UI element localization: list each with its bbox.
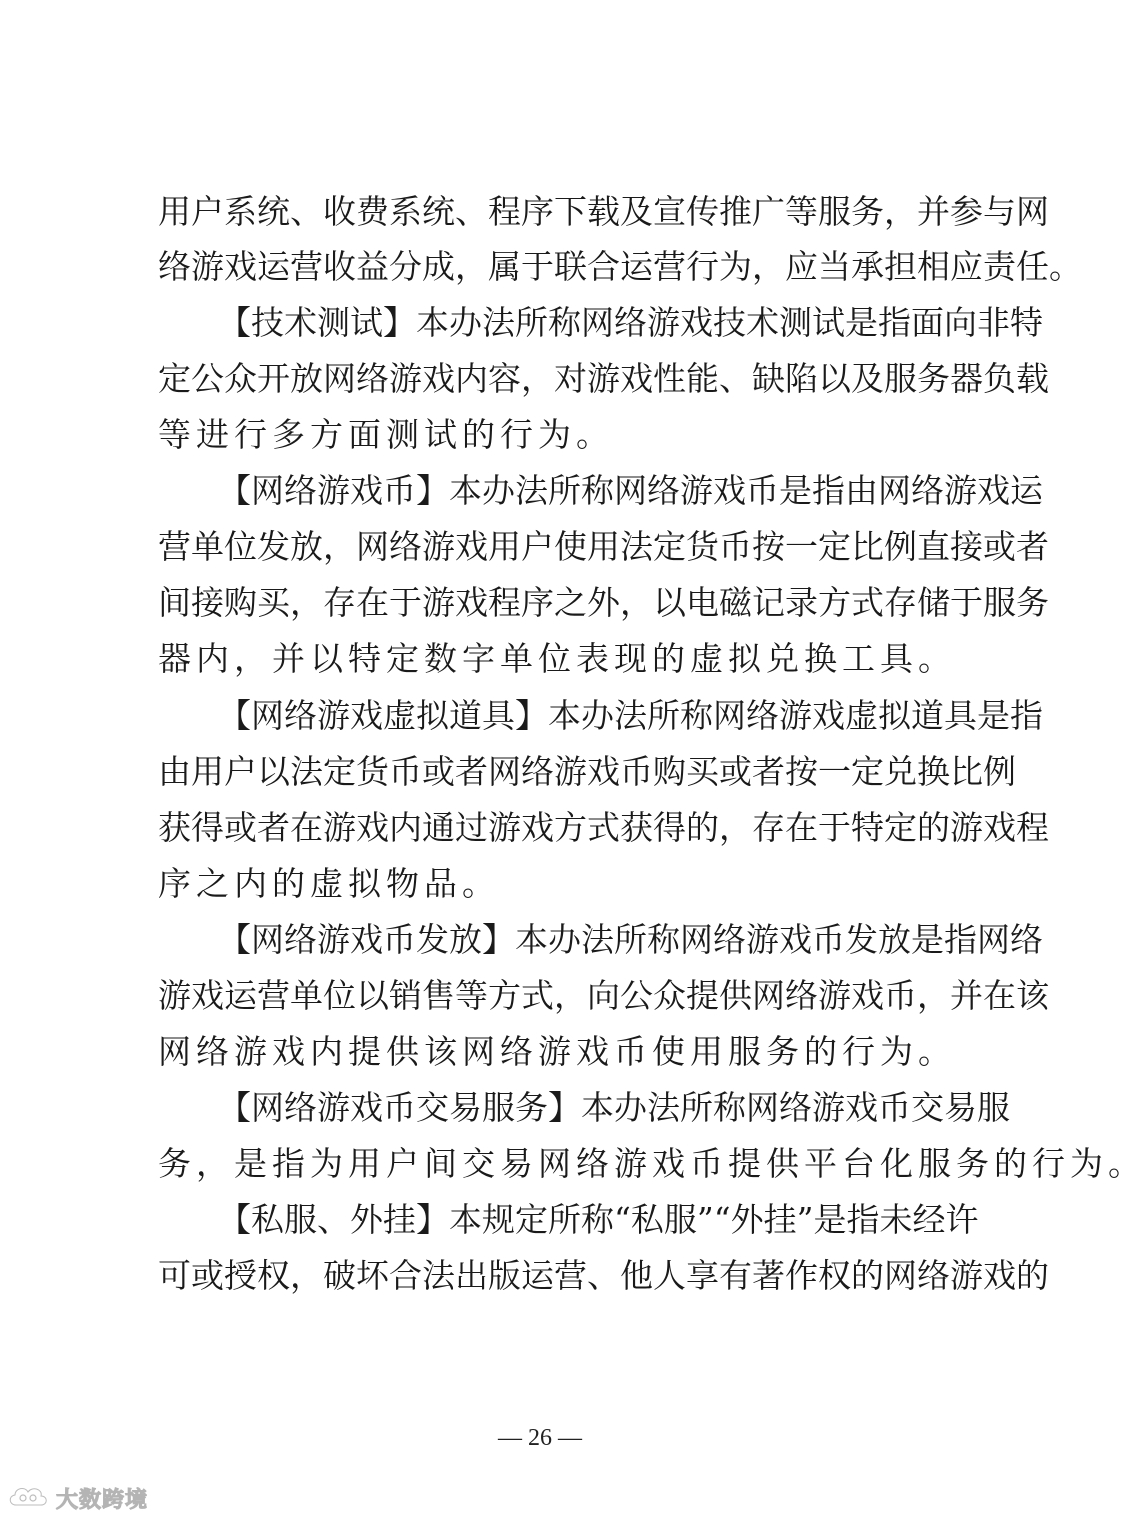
text-line: 序之内的虚拟物品。	[158, 864, 500, 903]
text-line: 【网络游戏币交易服务】本办法所称网络游戏币交易服	[218, 1088, 1010, 1127]
text-line: 器内，并以特定数字单位表现的虚拟兑换工具。	[158, 639, 956, 678]
text-line: 【网络游戏币发放】本办法所称网络游戏币发放是指网络	[218, 920, 1043, 959]
text-line: 【私服、外挂】本规定所称“私服”“外挂”是指未经许	[218, 1200, 979, 1239]
text-line: 间接购买，存在于游戏程序之外，以电磁记录方式存储于服务	[158, 583, 1049, 622]
text-line: 网络游戏内提供该网络游戏币使用服务的行为。	[158, 1032, 956, 1071]
text-line: 可或授权，破坏合法出版运营、他人享有著作权的网络游戏的	[158, 1256, 1049, 1295]
text-line: 用户系统、收费系统、程序下载及宣传推广等服务，并参与网	[158, 192, 1049, 231]
watermark	[6, 1480, 148, 1516]
text-line: 务，是指为用户间交易网络游戏币提供平台化服务的行为。	[158, 1144, 1146, 1183]
text-line: 游戏运营单位以销售等方式，向公众提供网络游戏币，并在该	[158, 976, 1049, 1015]
page-number: — 26 —	[498, 1425, 582, 1451]
watermark-text: 大数跨境	[56, 1487, 149, 1513]
text-line: 【网络游戏虚拟道具】本办法所称网络游戏虚拟道具是指	[218, 696, 1043, 735]
text-line: 由用户以法定货币或者网络游戏币购买或者按一定兑换比例	[158, 752, 1016, 791]
text-line: 【网络游戏币】本办法所称网络游戏币是指由网络游戏运	[218, 471, 1043, 510]
text-line: 定公众开放网络游戏内容，对游戏性能、缺陷以及服务器负载	[158, 359, 1049, 398]
text-line: 营单位发放，网络游戏用户使用法定货币按一定比例直接或者	[158, 527, 1049, 566]
text-line: 【技术测试】本办法所称网络游戏技术测试是指面向非特	[218, 303, 1043, 342]
text-line: 获得或者在游戏内通过游戏方式获得的，存在于特定的游戏程	[158, 808, 1049, 847]
text-line: 等进行多方面测试的行为。	[158, 415, 614, 454]
text-line: 络游戏运营收益分成，属于联合运营行为，应当承担相应责任。	[158, 247, 1082, 286]
cloud-logo-icon	[6, 1481, 50, 1515]
